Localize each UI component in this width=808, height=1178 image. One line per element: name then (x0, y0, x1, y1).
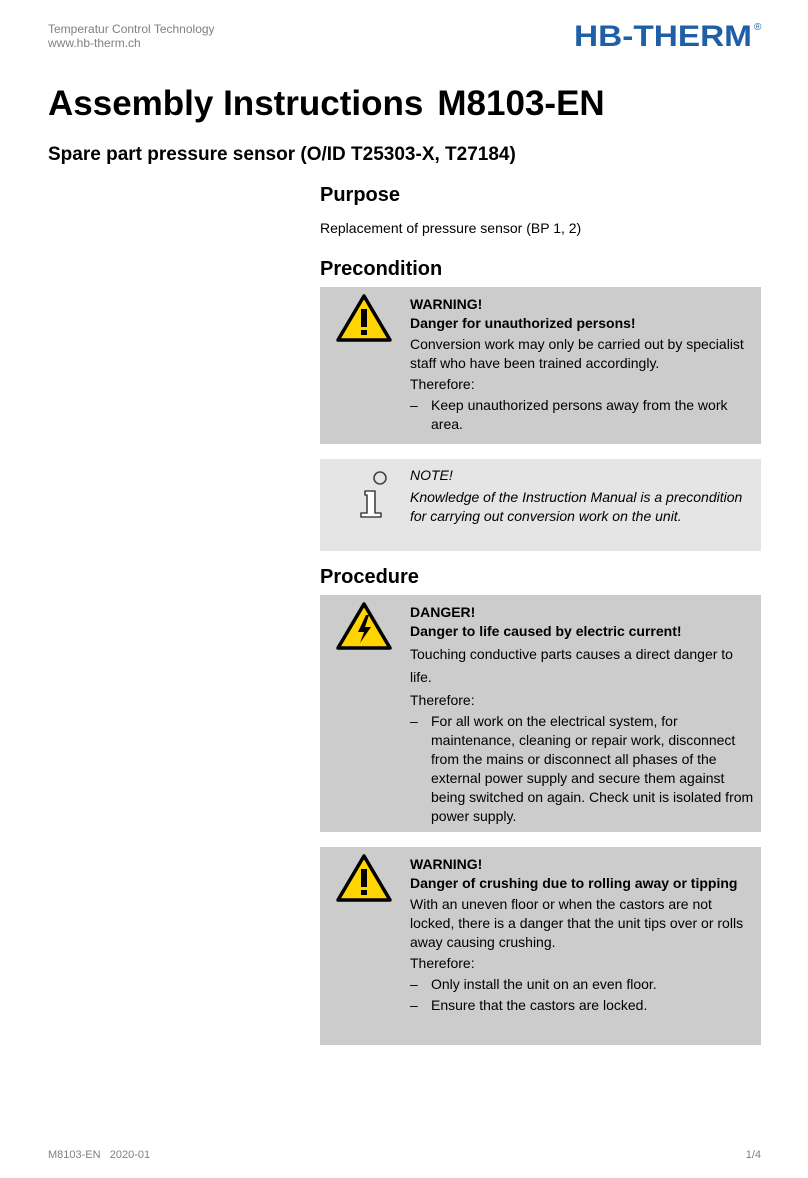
list-item: – Only install the unit on an even floor. (410, 975, 755, 994)
company-tagline: Temperatur Control Technology (48, 22, 215, 36)
hb-therm-logo (574, 18, 764, 52)
procedure-danger-box (320, 595, 761, 832)
danger-title: Danger to life caused by electric current! (410, 623, 682, 639)
note-label: NOTE! (410, 467, 453, 483)
page-title (48, 82, 605, 126)
warning-label: WARNING! (410, 296, 483, 312)
registered-mark: ® (754, 22, 762, 33)
precondition-note-box (320, 459, 761, 551)
page-subtitle: Spare part pressure sensor (O/ID T25303-X, T27184) (48, 144, 516, 165)
footer-doc-info (48, 1148, 150, 1162)
warning-title: Danger for unauthorized persons! (410, 315, 636, 331)
footer-doc-code: M8103-EN (48, 1149, 101, 1161)
danger-label: DANGER! (410, 604, 476, 620)
list-item: – Ensure that the castors are locked. (410, 996, 755, 1015)
purpose-text: Replacement of pressure sensor (BP 1, 2) (320, 220, 582, 236)
danger-text: Touching conductive parts causes a direct danger to life. (410, 646, 733, 685)
title-code: M8103-EN (437, 84, 605, 123)
procedure-warning-box (320, 847, 761, 1045)
list-item: – Keep unauthorized persons away from the work area. (410, 396, 755, 434)
footer-date: 2020-01 (109, 1149, 151, 1161)
warning-text: Conversion work may only be carried out by specialist staff who have been trained accordingly. (410, 336, 744, 371)
warning-title: Danger of crushing due to rolling away or tipping (410, 875, 738, 891)
procedure-warning-content (410, 855, 755, 1017)
warning-triangle-icon (335, 853, 393, 903)
list-item: – For all work on the electrical system, for maintenance, cleaning or repair work, disconnect from the mains or disconnect all phases of the external power supply and secure them against being switched on again. Check unit is isolated from power supply. (410, 712, 755, 826)
warning-triangle-icon (335, 293, 393, 343)
danger-therefore: Therefore: (410, 692, 475, 708)
warning-therefore: Therefore: (410, 955, 475, 971)
warning-label: WARNING! (410, 856, 483, 872)
page-number: 1/4 (745, 1149, 761, 1161)
warning-list (410, 975, 755, 1015)
purpose-heading: Purpose (320, 184, 401, 206)
electric-hazard-icon (335, 601, 393, 651)
warning-list (410, 396, 755, 434)
precondition-note-content (410, 466, 755, 526)
website-url: www.hb-therm.ch (48, 36, 141, 50)
title-main: Assembly Instructions (48, 84, 424, 123)
precondition-warning-box (320, 287, 761, 444)
note-text: Knowledge of the Instruction Manual is a precondition for carrying out conversion work on the unit. (410, 489, 743, 524)
procedure-danger-content (410, 603, 755, 828)
precondition-warning-content (410, 295, 755, 436)
info-icon (335, 467, 393, 523)
procedure-heading: Procedure (320, 566, 419, 588)
danger-list (410, 712, 755, 826)
warning-therefore: Therefore: (410, 376, 475, 392)
logo-text: HB-THERM (574, 20, 752, 52)
warning-text: With an uneven floor or when the castors are not locked, there is a danger that the unit tips over or rolls away causing crushing. (410, 896, 744, 950)
precondition-heading: Precondition (320, 258, 443, 280)
